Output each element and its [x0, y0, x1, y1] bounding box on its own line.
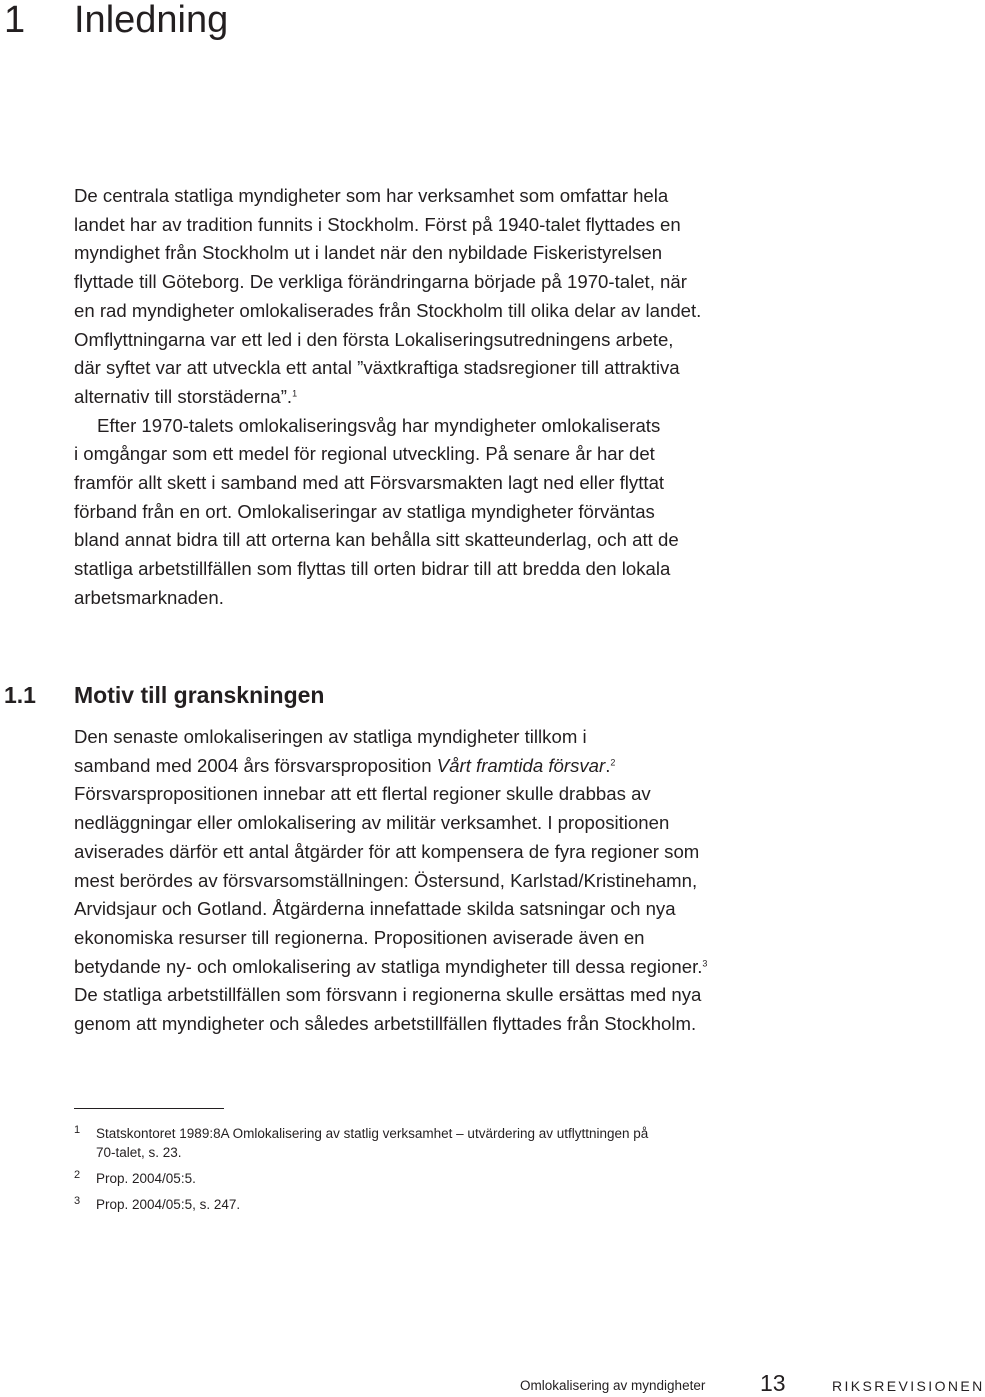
body-line: landet har av tradition funnits i Stockholm. Först på 1940-talet flyttades en	[74, 213, 681, 235]
page-footer	[520, 1370, 985, 1397]
body-line: där syftet var att utveckla ett antal ”växtkraftiga stadsregioner till attraktiva	[74, 357, 680, 379]
body-line: i omgångar som ett medel för regional utveckling. På senare år har det	[74, 443, 655, 465]
footnote-marker: 1	[74, 1124, 81, 1136]
body-line: flyttade till Göteborg. De verkliga förändringarna började på 1970-talet, när	[74, 271, 687, 293]
body-line	[74, 383, 954, 412]
body-line	[74, 953, 954, 982]
footnote-line: Prop. 2004/05:5, s. 247.	[96, 1197, 241, 1212]
section-title: Motiv till granskningen	[74, 682, 325, 708]
body-line: Försvarspropositionen innebar att ett flertal regioner skulle drabbas av	[74, 783, 651, 805]
footnote-marker: 2	[74, 1169, 81, 1181]
body-line: förband från en ort. Omlokaliseringar av statliga myndigheter förväntas	[74, 500, 655, 522]
body-line: De statliga arbetstillfällen som försvann i regionerna skulle ersättas med nya	[74, 984, 702, 1006]
intro-section	[74, 182, 954, 613]
chapter-number: 1	[4, 0, 26, 41]
footnote-item	[74, 1124, 774, 1162]
body-line: arbetsmarknaden.	[74, 586, 224, 608]
body-line: bland annat bidra till att orterna kan behålla sitt skatteunderlag, och att de	[74, 529, 679, 551]
footnote-line: Statskontoret 1989:8A Omlokalisering av statlig verksamhet – utvärdering av utflyttningen på	[96, 1126, 649, 1141]
section-number: 1.1	[4, 682, 36, 708]
body-line: mest berördes av försvarsomställningen: Östersund, Karlstad/Kristinehamn,	[74, 869, 698, 891]
footnote-divider	[74, 1108, 224, 1109]
body-line: nedläggningar eller omlokalisering av militär verksamhet. I propositionen	[74, 812, 670, 834]
footnote-ref[interactable]: 1	[292, 388, 298, 399]
body-text: .	[605, 754, 611, 776]
body-line: De centrala statliga myndigheter som har verksamhet som omfattar hela	[74, 185, 669, 206]
proposition-title: Vårt framtida försvar	[436, 754, 606, 776]
footnote-line: Prop. 2004/05:5.	[96, 1171, 196, 1186]
footnote-ref[interactable]: 3	[702, 958, 708, 969]
body-text: alternativ till storstäderna”.	[74, 385, 293, 407]
body-text: samband med 2004 års försvarsproposition	[74, 754, 437, 776]
body-line: ekonomiska resurser till regionerna. Propositionen aviserade även en	[74, 926, 645, 948]
body-line: genom att myndigheter och således arbetstillfällen flyttades från Stockholm.	[74, 1013, 697, 1035]
footnote-item	[74, 1195, 774, 1214]
body-line: en rad myndigheter omlokaliserades från Stockholm till olika delar av landet.	[74, 299, 702, 321]
chapter-title: Inledning	[74, 0, 229, 41]
body-line: Omflyttningarna var ett led i den första Lokaliseringsutredningens arbete,	[74, 328, 674, 350]
section-body	[74, 723, 954, 1039]
body-line: statliga arbetstillfällen som flyttas till orten bidrar till att bredda den lokala	[74, 558, 671, 580]
body-line	[74, 752, 954, 781]
body-line: aviserades därför ett antal åtgärder för att kompensera de fyra regioner som	[74, 840, 700, 862]
footnote-line: 70-talet, s. 23.	[96, 1145, 182, 1160]
body-line: Den senaste omlokaliseringen av statliga myndigheter tillkom i	[74, 726, 587, 747]
footer-report-title: Omlokalisering av myndigheter	[520, 1378, 706, 1393]
body-line: myndighet från Stockholm ut i landet när den nybildade Fiskeristyrelsen	[74, 242, 663, 264]
footnote-marker: 3	[74, 1195, 81, 1207]
footnotes	[74, 1124, 774, 1221]
page-number: 13	[760, 1370, 786, 1396]
body-line: framför allt skett i samband med att Försvarsmakten lagt ned eller flyttat	[74, 472, 665, 494]
footnote-item	[74, 1169, 774, 1188]
body-line: Efter 1970-talets omlokaliseringsvåg har myndigheter omlokaliserats	[97, 414, 661, 436]
body-line: Arvidsjaur och Gotland. Åtgärderna innefattade skilda satsningar och nya	[74, 898, 676, 920]
footer-organization: RIKSREVISIONEN	[832, 1378, 985, 1394]
footnote-ref[interactable]: 2	[610, 757, 616, 768]
body-text: betydande ny- och omlokalisering av statliga myndigheter till dessa regioner.	[74, 955, 703, 977]
